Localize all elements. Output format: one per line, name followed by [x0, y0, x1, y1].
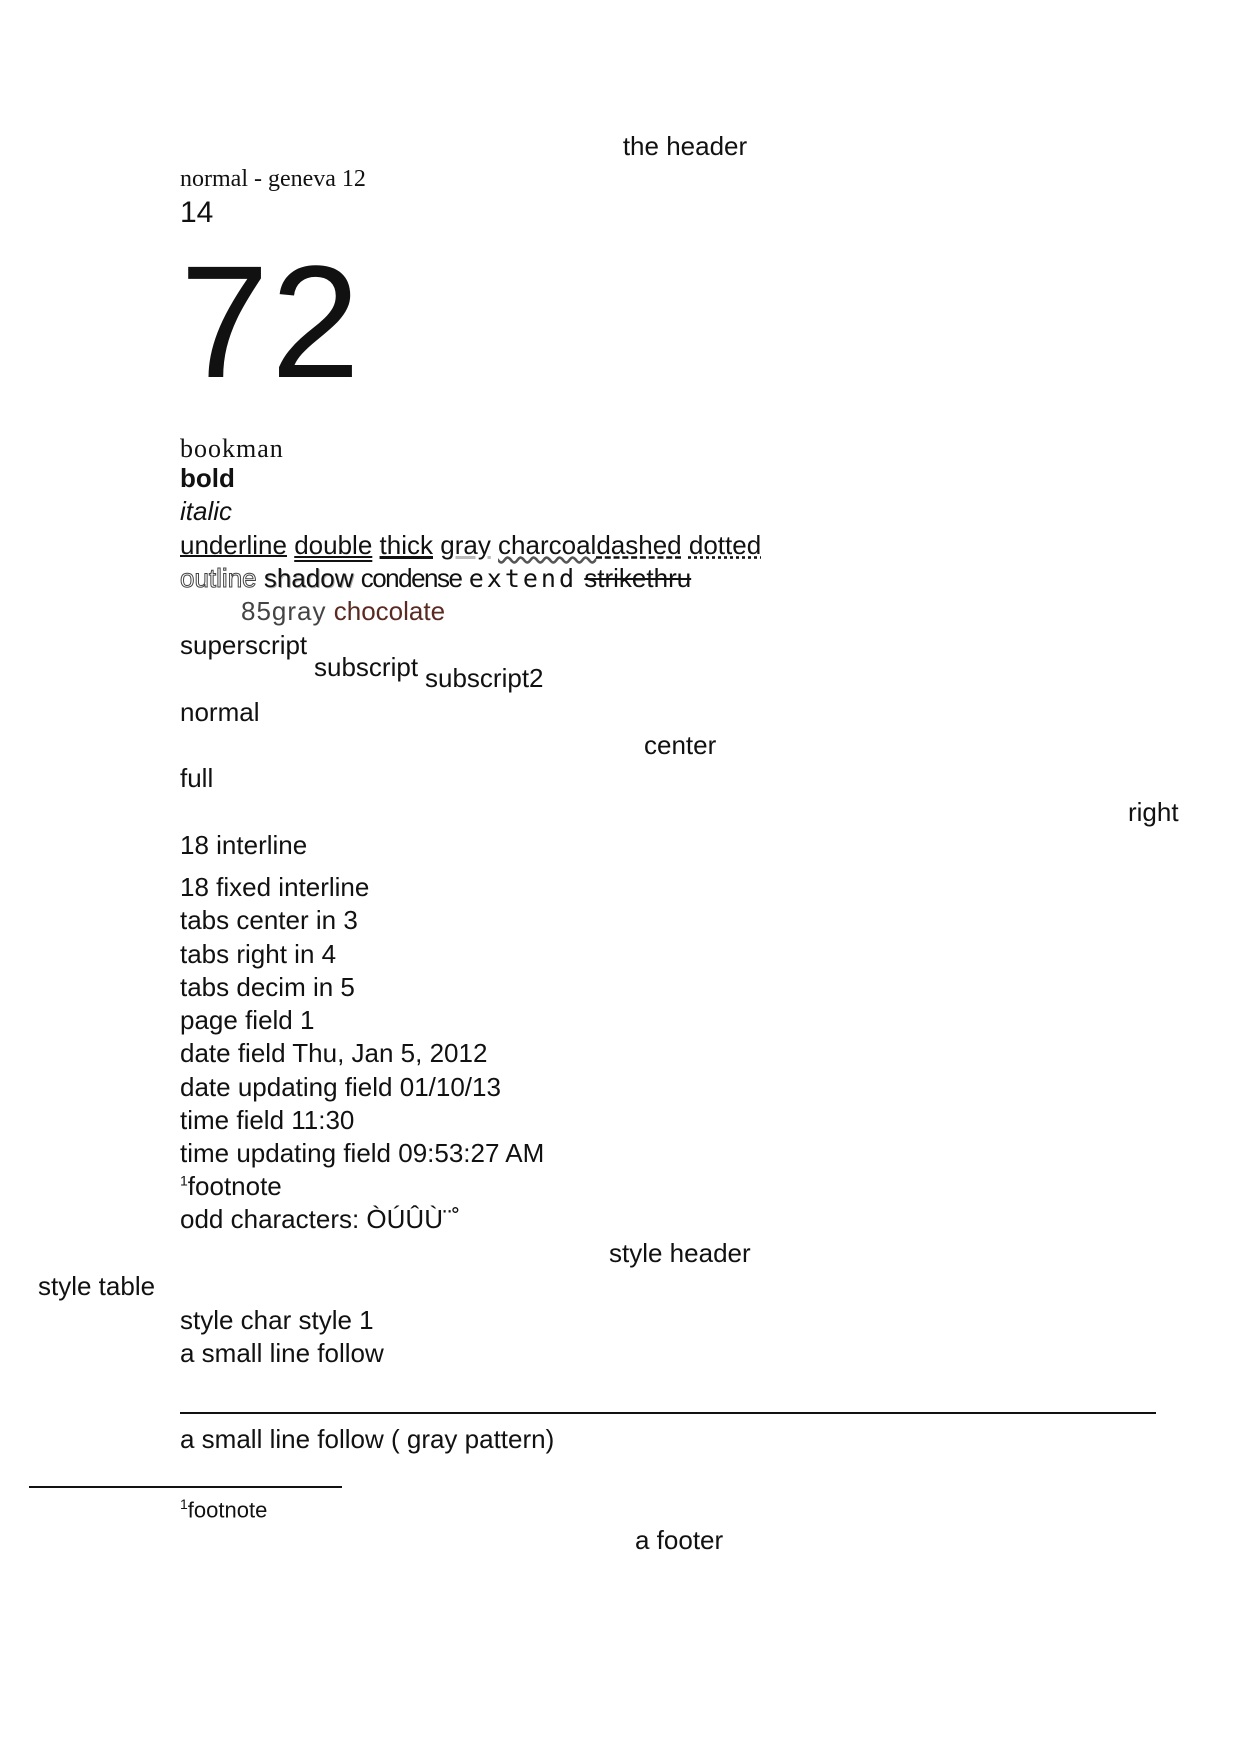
footnote-ref-text: footnote — [187, 1171, 282, 1201]
line-italic: italic — [180, 496, 233, 526]
line-date-updating-field: date updating field 01/10/13 — [180, 1072, 501, 1102]
line-bookman: bookman — [180, 434, 284, 463]
text-double-underline: double — [294, 530, 373, 560]
footnote-text: footnote — [187, 1497, 268, 1523]
line-effects — [180, 565, 691, 591]
text-superscript: superscript — [180, 630, 308, 660]
line-footnote-ref — [180, 1173, 282, 1199]
line-style-header: style header — [609, 1238, 751, 1268]
line-underline-styles — [180, 532, 761, 558]
line-bold: bold — [180, 463, 235, 493]
line-right: right — [1128, 797, 1179, 827]
text-shadow: shadow — [263, 563, 354, 593]
text-outline: outline — [180, 563, 257, 593]
text-85gray: 85gray — [241, 596, 327, 626]
line-time-field: time field 11:30 — [180, 1105, 355, 1135]
horizontal-rule — [180, 1412, 1156, 1414]
line-style-char: style char style 1 — [180, 1305, 374, 1335]
text-charcoal-underline: charcoal — [498, 530, 597, 560]
line-geneva: normal - geneva 12 — [180, 166, 366, 192]
line-time-updating-field: time updating field 09:53:27 AM — [180, 1138, 545, 1168]
text-strikethru: strikethru — [584, 563, 692, 593]
line-page-field: page field 1 — [180, 1005, 315, 1035]
text-subscript2: subscript2 — [425, 663, 544, 693]
text-condense: condense — [360, 563, 462, 593]
line-date-field: date field Thu, Jan 5, 2012 — [180, 1038, 488, 1068]
text-dashed-underline: dashed — [596, 530, 682, 560]
line-odd-characters: odd characters: ÒÚÛÙ¨˚ — [180, 1204, 461, 1234]
line-18-interline: 18 interline — [180, 830, 308, 860]
line-18-fixed-interline: 18 fixed interline — [180, 872, 370, 902]
text-underline: underline — [180, 530, 287, 560]
line-size-14: 14 — [180, 196, 214, 229]
line-style-table: style table — [38, 1271, 156, 1301]
text-subscript: subscript — [314, 652, 419, 682]
line-small-line-follow-gray: a small line follow ( gray pattern) — [180, 1424, 555, 1454]
line-tabs-center: tabs center in 3 — [180, 905, 358, 935]
footnote-ref-mark: 1 — [180, 1172, 188, 1189]
page-footer: a footer — [635, 1525, 724, 1555]
text-gray-underline: gray — [440, 530, 491, 560]
line-size-72: 72 — [180, 232, 362, 411]
text-extend: extend — [468, 564, 578, 593]
line-center: center — [644, 730, 717, 760]
line-full: full — [180, 763, 214, 793]
line-normal: normal — [180, 697, 260, 727]
text-dotted-underline: dotted — [688, 530, 762, 560]
footnote-separator — [29, 1486, 342, 1488]
line-small-line-follow: a small line follow — [180, 1338, 384, 1368]
footnote-entry — [180, 1497, 267, 1521]
page-header: the header — [622, 131, 748, 161]
line-colors — [241, 598, 445, 624]
line-tabs-decim: tabs decim in 5 — [180, 972, 355, 1002]
text-thick-underline: thick — [379, 530, 433, 560]
footnote-mark: 1 — [180, 1496, 188, 1512]
line-tabs-right: tabs right in 4 — [180, 939, 337, 969]
text-chocolate: chocolate — [333, 596, 446, 626]
